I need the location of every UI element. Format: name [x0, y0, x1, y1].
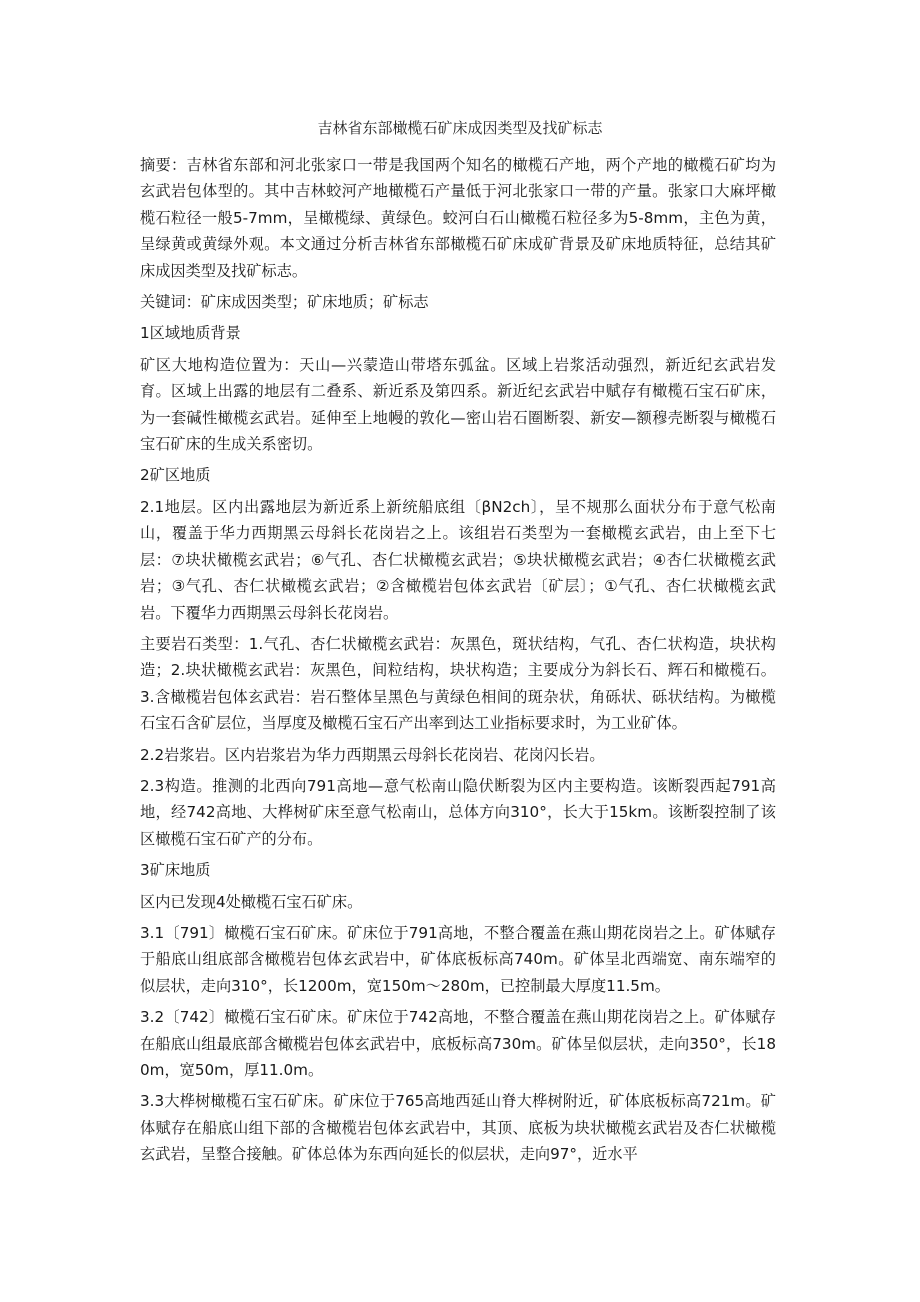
keywords-line: 关键词：矿床成因类型；矿床地质；矿标志 [140, 293, 429, 312]
page-title: 吉林省东部橄榄石矿床成因类型及找矿标志 [317, 119, 603, 137]
body-paragraph: 区内已发现4处橄榄石宝石矿床。 [140, 892, 363, 911]
body-paragraph: 主要岩石类型：1.气孔、杏仁状橄榄玄武岩：灰黑色，斑状结构，气孔、杏仁状构造，块状构造；2.块状橄榄玄武岩：灰黑色，间粒结构，块状构造；主要成分为斜长石、辉石和橄榄石。3.含橄榄岩包体玄武岩：岩石整体呈黑色与黄绿色相间的斑杂状，角砾状、砾状结构。为橄榄石宝石含矿层位，当厚度及橄榄石宝石产出率到达工业指标要求时，为工业矿体。 [140, 634, 776, 733]
body-paragraph: 2.3构造。推测的北西向791高地—意气松南山隐伏断裂为区内主要构造。该断裂西起791高地，经742高地、大桦树矿床至意气松南山，总体方向310°，长大于15km。该断裂控制了该区橄榄石宝石矿产的分布。 [140, 776, 776, 848]
document-body [140, 152, 776, 1173]
section-heading: 3矿床地质 [140, 861, 211, 880]
body-paragraph: 3.2〔742〕橄榄石宝石矿床。矿床位于742高地，不整合覆盖在燕山期花岗岩之上。矿体赋存在船底山组最底部含橄榄岩包体玄武岩中，底板标高730m。矿体呈似层状，走向350°，长180m，宽50m，厚11.0m。 [140, 1008, 776, 1079]
body-paragraph: 2.2岩浆岩。区内岩浆岩为华力西期黑云母斜长花岗岩、花岗闪长岩。 [140, 745, 605, 764]
section-heading: 2矿区地质 [140, 466, 211, 485]
section-heading: 1区域地质背景 [140, 324, 241, 343]
body-paragraph: 3.3大桦树橄榄石宝石矿床。矿床位于765高地西延山脊大桦树附近，矿体底板标高721m。矿体赋存在船底山组下部的含橄榄岩包体玄武岩中，其顶、底板为块状橄榄玄武岩及杏仁状橄榄玄武岩，呈整合接触。矿体总体为东西向延长的似层状，走向97°，近水平 [140, 1092, 776, 1164]
body-paragraph: 3.1〔791〕橄榄石宝石矿床。矿床位于791高地，不整合覆盖在燕山期花岗岩之上。矿体赋存于船底山组底部含橄榄岩包体玄武岩中，矿体底板标高740m。矿体呈北西端宽、南东端窄的似层状，走向310°，长1200m，宽150m～280m，已控制最大厚度11.5m。 [140, 923, 776, 995]
body-paragraph: 矿区大地构造位置为：天山—兴蒙造山带塔东弧盆。区域上岩浆活动强烈，新近纪玄武岩发育。区域上出露的地层有二叠系、新近系及第四系。新近纪玄武岩中赋存有橄榄石宝石矿床，为一套碱性橄榄玄武岩。延伸至上地幔的敦化—密山岩石圈断裂、新安—额穆壳断裂与橄榄石宝石矿床的生成关系密切。 [140, 355, 776, 454]
abstract-paragraph: 摘要：吉林省东部和河北张家口一带是我国两个知名的橄榄石产地，两个产地的橄榄石矿均为玄武岩包体型的。其中吉林蛟河产地橄榄石产量低于河北张家口一带的产量。张家口大麻坪橄榄石粒径一般5-7mm，呈橄榄绿、黄绿色。蛟河白石山橄榄石粒径多为5-8mm，主色为黄，呈绿黄或黄绿外观。本文通过分析吉林省东部橄榄石矿床成矿背景及矿床地质特征，总结其矿床成因类型及找矿标志。 [140, 156, 776, 280]
body-paragraph: 2.1地层。区内出露地层为新近系上新统船底组〔βN2ch〕，呈不规那么面状分布于意气松南山，覆盖于华力西期黑云母斜长花岗岩之上。该组岩石类型为一套橄榄玄武岩，由上至下七层：⑦块状橄榄玄武岩；⑥气孔、杏仁状橄榄玄武岩；⑤块状橄榄玄武岩；④杏仁状橄榄玄武岩；③气孔、杏仁状橄榄玄武岩；②含橄榄岩包体玄武岩〔矿层〕；①气孔、杏仁状橄榄玄武岩。下覆华力西期黑云母斜长花岗岩。 [140, 497, 776, 622]
